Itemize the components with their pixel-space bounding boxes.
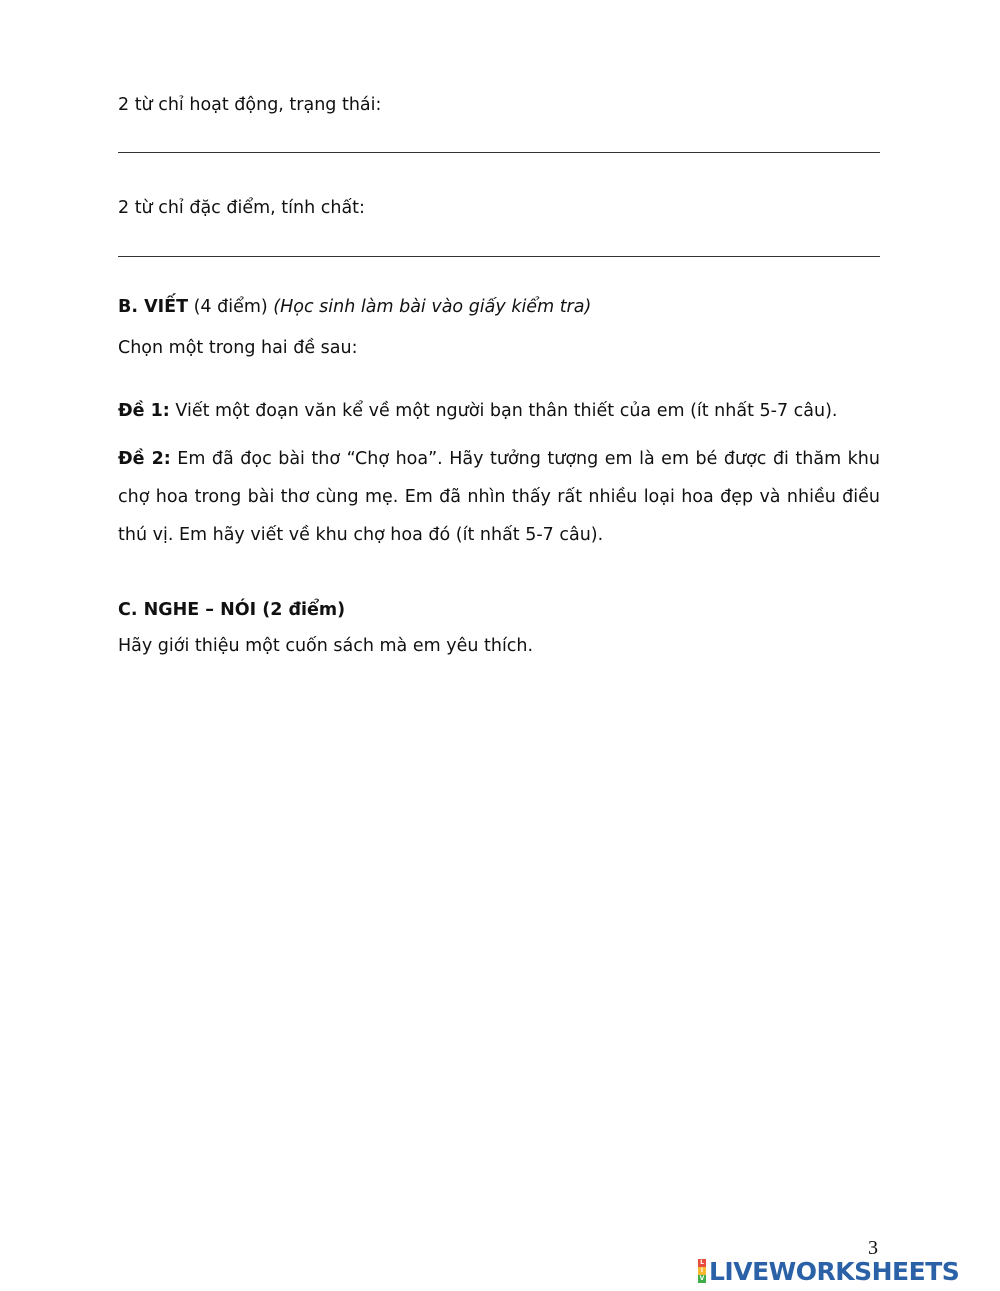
topic-1-text: Viết một đoạn văn kể về một người bạn thân thiết của em (ít nhất 5-7 câu).: [169, 401, 838, 421]
activity-words-label: 2 từ chỉ hoạt động, trạng thái:: [118, 95, 382, 115]
liveworksheets-logo: [698, 1256, 959, 1286]
quality-words-label: 2 từ chỉ đặc điểm, tính chất:: [118, 198, 365, 218]
liveworksheets-logo-icon: [698, 1259, 706, 1283]
section-b-title: B. VIẾT: [118, 297, 189, 317]
section-c-heading: C. NGHE – NÓI (2 điểm): [118, 600, 346, 620]
page-number: 3: [868, 1237, 878, 1259]
section-c-task: Hãy giới thiệu một cuốn sách mà em yêu thích.: [118, 636, 534, 656]
liveworksheets-logo-text: LIVEWORKSHEETS: [709, 1256, 960, 1286]
logo-icon-letter-l: L: [698, 1259, 706, 1267]
topic-1-label: Đề 1:: [118, 401, 170, 421]
topic-2: [118, 440, 880, 554]
topic-1: [118, 392, 880, 430]
section-b-instruction: Chọn một trong hai đề sau:: [118, 338, 358, 358]
topic-2-label: Đề 2:: [118, 449, 171, 469]
quality-answer-line[interactable]: [118, 256, 880, 257]
section-b-heading: [118, 296, 591, 318]
logo-icon-letter-i: I: [698, 1267, 706, 1275]
section-b-points: (4 điểm): [188, 297, 274, 317]
topic-2-text: Em đã đọc bài thơ “Chợ hoa”. Hãy tưởng tượng em là em bé được đi thăm khu chợ hoa trong bài thơ cùng mẹ. Em đã nhìn thấy rất nhiều loại hoa đẹp và nhiều điều thú vị. Em hãy viết về khu chợ hoa đó (ít nhất 5-7 câu).: [118, 449, 880, 545]
section-b-note: (Học sinh làm bài vào giấy kiểm tra): [273, 297, 592, 317]
activity-answer-line[interactable]: [118, 152, 880, 153]
logo-icon-letter-v: V: [699, 1275, 705, 1282]
